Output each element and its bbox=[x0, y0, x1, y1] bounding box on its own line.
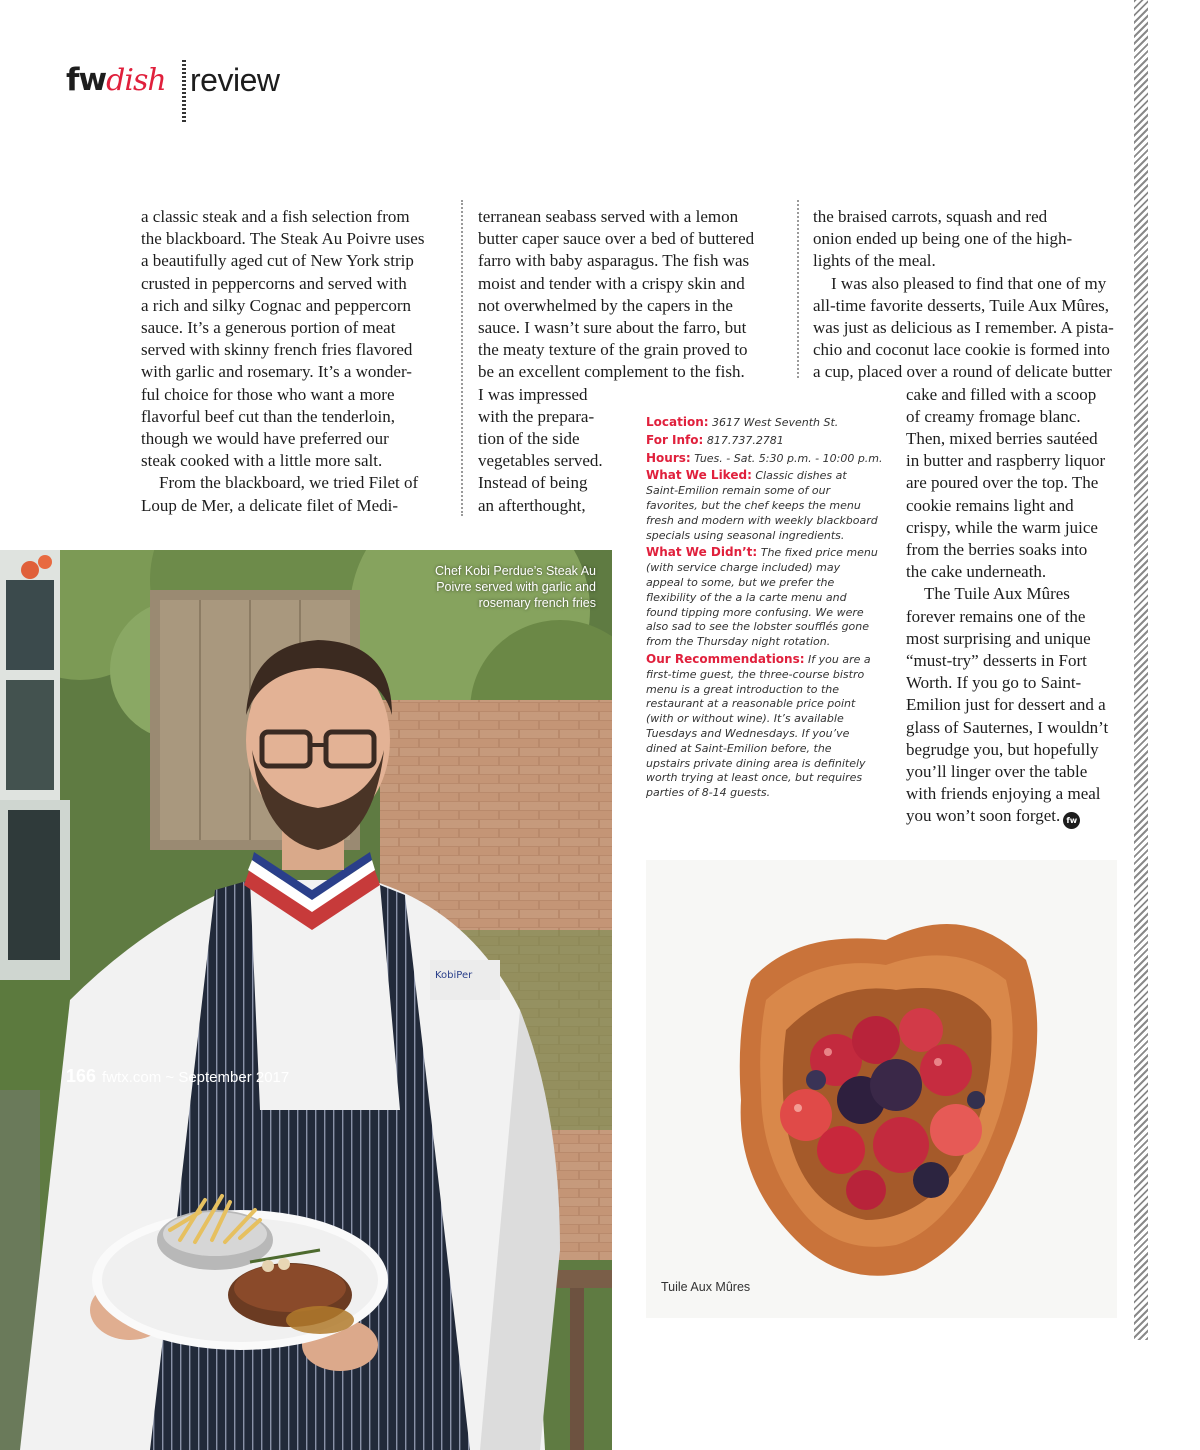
article-line: are poured over the top. The bbox=[906, 473, 1099, 493]
article-line: steak cooked with a little more salt. bbox=[141, 451, 383, 471]
info-liked: What We Liked: Classic dishes at Saint-Emilion remain some of our favorites, but the chef keeps the menu fresh and modern with weekly blackboard specials using seasonal ingredients. bbox=[646, 468, 878, 542]
dessert-photo-illustration bbox=[646, 860, 1117, 1318]
dessert-photo-caption: Tuile Aux Mûres bbox=[661, 1280, 751, 1294]
article-line: glass of Sauternes, I wouldn’t bbox=[906, 717, 1109, 737]
article-line: moist and tender with a crispy skin and bbox=[478, 273, 745, 293]
section-label: review bbox=[190, 62, 280, 98]
article-line: farro with baby asparagus. The fish was bbox=[478, 251, 750, 271]
article-line: a cup, placed over a round of delicate butter bbox=[813, 362, 1112, 382]
article-line: The Tuile Aux Mûres bbox=[924, 584, 1070, 604]
info-didnt: What We Didn’t: The fixed price menu (with service charge included) may appeal to some, but we prefer the flexibility of the a la carte menu and found tipping more confusing. We were also sad to see the lobster soufflés gone from the Thursday night rotation. bbox=[646, 545, 878, 649]
article-line: a beautifully aged cut of New York strip bbox=[141, 251, 414, 271]
article-line: forever remains one of the bbox=[906, 606, 1086, 626]
article-line: you’ll linger over the table bbox=[906, 762, 1088, 782]
article-line: served with skinny french fries flavored bbox=[141, 340, 413, 360]
info-recommendations: Our Recommendations: If you are a first-time guest, the three-course bistro menu is a great introduction to the restaurant at a reasonable price point (with or without wine). It’s available Tuesdays and Wednesdays. If you’ve dined at Saint-Emilion before, the upstairs private dining area is definitely worth trying at least once, but requires parties of 8-14 guests. bbox=[646, 651, 871, 800]
column-divider-1 bbox=[461, 200, 463, 516]
info-location: Location: 3617 West Seventh St. bbox=[646, 415, 839, 429]
restaurant-info-box bbox=[646, 415, 883, 803]
article-line: sauce. It’s a generous portion of meat bbox=[141, 318, 396, 338]
chef-photo-illustration bbox=[0, 550, 612, 1450]
dessert-photo bbox=[646, 860, 1117, 1318]
header-divider bbox=[182, 60, 186, 124]
column-divider-2 bbox=[797, 200, 799, 378]
article-line: sauce. I wasn’t sure about the farro, but bbox=[478, 318, 747, 338]
article-line: tion of the side bbox=[478, 429, 580, 448]
article-line: though we would have preferred our bbox=[141, 429, 389, 449]
article-line: Then, mixed berries sautéed bbox=[906, 429, 1098, 448]
brand-prefix: fw bbox=[66, 62, 107, 98]
article-line: cookie remains light and bbox=[906, 495, 1074, 515]
chef-photo-caption: Chef Kobi Perdue’s Steak Au Poivre served with garlic and rosemary french fries bbox=[435, 564, 596, 610]
article-line: not overwhelmed by the capers in the bbox=[478, 295, 733, 315]
svg-text:KobiPer: KobiPer bbox=[435, 970, 473, 981]
article-line: of creamy fromage blanc. bbox=[906, 406, 1081, 426]
page-footer bbox=[66, 1066, 289, 1087]
info-phone: For Info: 817.737.2781 bbox=[646, 432, 784, 447]
footer-text: fwtx.com ~ September 2017 bbox=[102, 1069, 290, 1086]
article-line: Instead of being bbox=[478, 473, 588, 493]
article-column-1 bbox=[141, 206, 424, 517]
article-line: the meaty texture of the grain proved to bbox=[478, 340, 748, 360]
brand-suffix: dish bbox=[106, 63, 166, 98]
article-line: cake and filled with a scoop bbox=[906, 384, 1097, 404]
article-line: Worth. If you go to Saint- bbox=[906, 673, 1082, 693]
article-column-3-top bbox=[813, 206, 1114, 384]
article-line: all-time favorite desserts, Tuile Aux Mûres, bbox=[813, 295, 1110, 315]
article-line: flavorful beef cut than the tenderloin, bbox=[141, 406, 395, 426]
article-line: be an excellent complement to the fish. bbox=[478, 362, 745, 382]
article-line: crusted in peppercorns and served with bbox=[141, 273, 407, 293]
article-line: most surprising and unique bbox=[906, 628, 1091, 648]
article-line: terranean seabass served with a lemon bbox=[478, 207, 739, 226]
chef-photo bbox=[0, 550, 612, 1450]
article-line: the blackboard. The Steak Au Poivre uses bbox=[141, 229, 425, 249]
article-line: was just as delicious as I remember. A pista- bbox=[813, 318, 1114, 338]
fw-endmark-icon: fw bbox=[1063, 812, 1080, 829]
article-line: the cake underneath. bbox=[906, 562, 1047, 582]
article-line: chio and coconut lace cookie is formed into bbox=[813, 340, 1110, 360]
article-line: begrudge you, but hopefully bbox=[906, 739, 1099, 759]
article-line: the braised carrots, squash and red bbox=[813, 207, 1048, 226]
article-line: ful choice for those who want a more bbox=[141, 384, 395, 404]
article-line: onion ended up being one of the high- bbox=[813, 229, 1073, 249]
article-line: I was impressed bbox=[478, 384, 588, 404]
article-line: in butter and raspberry liquor bbox=[906, 451, 1106, 471]
info-hours: Hours: Tues. - Sat. 5:30 p.m. - 10:00 p.m. bbox=[646, 450, 883, 465]
article-line: “must-try” desserts in Fort bbox=[906, 651, 1087, 671]
article-line: from the berries soaks into bbox=[906, 540, 1088, 560]
article-line: From the blackboard, we tried Filet of bbox=[159, 473, 419, 493]
article-line: crispy, while the warm juice bbox=[906, 517, 1098, 537]
page-number: 166 bbox=[66, 1066, 97, 1086]
article-column-2-top bbox=[478, 206, 754, 384]
article-line: a classic steak and a fish selection from bbox=[141, 207, 410, 226]
article-column-2-bottom bbox=[478, 384, 603, 517]
article-line: a rich and silky Cognac and peppercorn bbox=[141, 295, 412, 315]
article-line: Emilion just for dessert and a bbox=[906, 695, 1106, 715]
article-line: I was also pleased to find that one of my bbox=[831, 273, 1107, 293]
page-edge-hatch bbox=[1134, 0, 1148, 1340]
article-line: lights of the meal. bbox=[813, 251, 936, 271]
article-line: you won’t soon forget. fw bbox=[906, 805, 1108, 829]
brand-logo bbox=[66, 58, 166, 103]
article-line: with friends enjoying a meal bbox=[906, 784, 1101, 804]
article-line: with the prepara- bbox=[478, 406, 595, 426]
article-line: butter caper sauce over a bed of buttered bbox=[478, 229, 755, 249]
article-line: vegetables served. bbox=[478, 451, 603, 471]
article-line: an afterthought, bbox=[478, 495, 586, 515]
article-column-3-bottom bbox=[906, 384, 1108, 830]
article-line: with garlic and rosemary. It’s a wonder- bbox=[141, 362, 412, 382]
article-line: Loup de Mer, a delicate filet of Medi- bbox=[141, 495, 399, 515]
